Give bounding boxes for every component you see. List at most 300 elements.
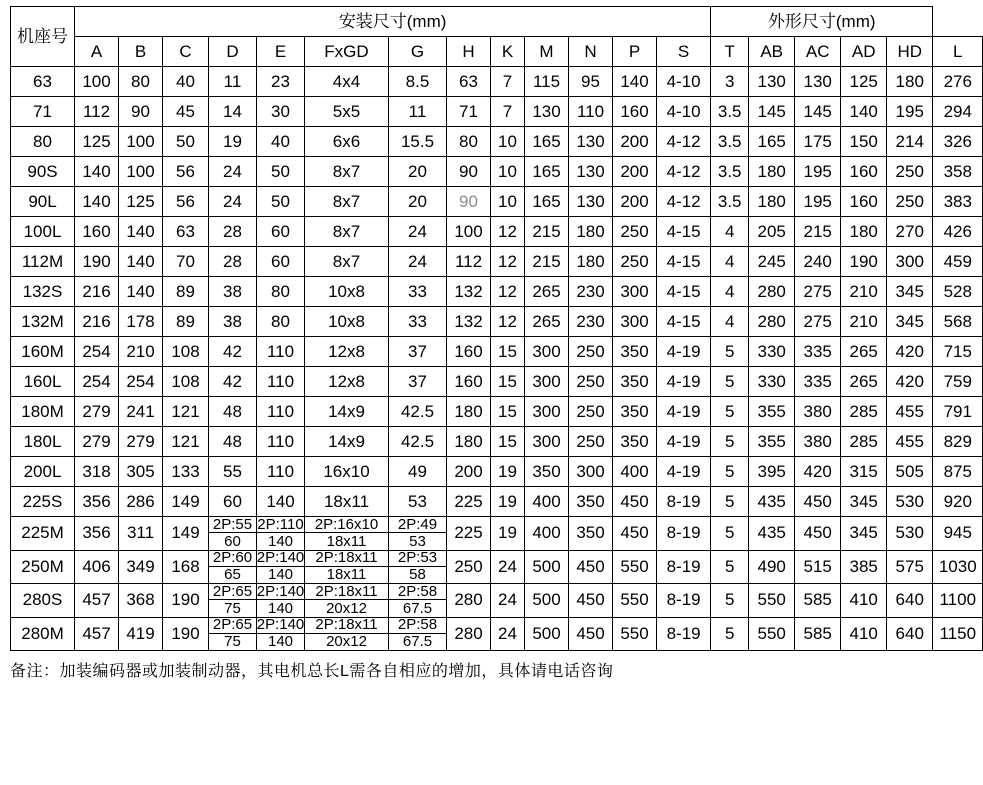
- cell-D: 11: [209, 67, 257, 97]
- cell-L: 920: [933, 487, 983, 517]
- cell-FxGD: 8x7: [305, 187, 389, 217]
- cell-H: 90: [447, 157, 491, 187]
- cell-AB: 550: [749, 584, 795, 618]
- cell-B: 100: [119, 157, 163, 187]
- table-row: [11, 217, 983, 247]
- cell-S: 8-19: [657, 617, 711, 651]
- cell-E: 140: [257, 487, 305, 517]
- cell-A: 356: [75, 487, 119, 517]
- cell-model: 160L: [11, 367, 75, 397]
- cell-S: 4-10: [657, 97, 711, 127]
- cell-AC: 215: [795, 217, 841, 247]
- cell-T: 3.5: [711, 127, 749, 157]
- cell-B: 140: [119, 247, 163, 277]
- cell-FxGD-2pole: 2P:18x11: [305, 584, 388, 600]
- cell-AD: 140: [841, 97, 887, 127]
- cell-HD: 345: [887, 307, 933, 337]
- cell-HD: 345: [887, 277, 933, 307]
- cell-M: 300: [525, 337, 569, 367]
- cell-K: 19: [491, 487, 525, 517]
- cell-H: 280: [447, 584, 491, 618]
- cell-HD: 505: [887, 457, 933, 487]
- cell-S: 4-15: [657, 247, 711, 277]
- cell-L: 715: [933, 337, 983, 367]
- col-N: N: [569, 37, 613, 67]
- cell-AC: 195: [795, 187, 841, 217]
- cell-M: 400: [525, 517, 569, 551]
- cell-C: 121: [163, 397, 209, 427]
- table-row: [11, 247, 983, 277]
- header-model: 机座号: [11, 7, 75, 67]
- cell-AB: 330: [749, 367, 795, 397]
- cell-M: 500: [525, 550, 569, 584]
- cell-D: [209, 550, 257, 584]
- cell-model: 280S: [11, 584, 75, 618]
- cell-S: 8-19: [657, 584, 711, 618]
- cell-K: 12: [491, 217, 525, 247]
- cell-C: 190: [163, 617, 209, 651]
- cell-AB: 330: [749, 337, 795, 367]
- cell-G: 15.5: [389, 127, 447, 157]
- cell-E: [257, 584, 305, 618]
- cell-H: 71: [447, 97, 491, 127]
- cell-model: 160M: [11, 337, 75, 367]
- table-row: [11, 307, 983, 337]
- col-FxGD: FxGD: [305, 37, 389, 67]
- cell-B: 279: [119, 427, 163, 457]
- cell-T: 4: [711, 277, 749, 307]
- cell-AC: 380: [795, 397, 841, 427]
- cell-S: 4-12: [657, 157, 711, 187]
- cell-G-2pole: 2P:53: [389, 551, 446, 567]
- cell-L: 791: [933, 397, 983, 427]
- cell-K: 7: [491, 97, 525, 127]
- cell-N: 180: [569, 247, 613, 277]
- cell-S: 4-12: [657, 127, 711, 157]
- cell-P: 450: [613, 517, 657, 551]
- cell-C: 56: [163, 187, 209, 217]
- cell-C: 149: [163, 487, 209, 517]
- cell-H: 160: [447, 337, 491, 367]
- cell-P: 400: [613, 457, 657, 487]
- cell-E-2pole: 2P:140: [256, 616, 305, 634]
- cell-E: 40: [257, 127, 305, 157]
- cell-FxGD: 14x9: [305, 427, 389, 457]
- cell-AC: 420: [795, 457, 841, 487]
- cell-FxGD: 16x10: [305, 457, 389, 487]
- cell-A: 254: [75, 337, 119, 367]
- cell-H: 225: [447, 487, 491, 517]
- cell-K: 19: [491, 517, 525, 551]
- cell-G: 42.5: [389, 427, 447, 457]
- cell-G: 33: [389, 277, 447, 307]
- col-L: L: [933, 37, 983, 67]
- cell-AD: 190: [841, 247, 887, 277]
- cell-D-other: 65: [224, 566, 241, 583]
- cell-AB: 165: [749, 127, 795, 157]
- cell-B: 305: [119, 457, 163, 487]
- cell-H: 63: [447, 67, 491, 97]
- cell-L: 358: [933, 157, 983, 187]
- col-M: M: [525, 37, 569, 67]
- col-AC: AC: [795, 37, 841, 67]
- cell-G-other: 58: [409, 566, 426, 583]
- cell-G-2pole: 2P:58: [389, 618, 446, 634]
- cell-M: 215: [525, 217, 569, 247]
- cell-N: 250: [569, 427, 613, 457]
- col-C: C: [163, 37, 209, 67]
- cell-S: 4-15: [657, 307, 711, 337]
- cell-P: 550: [613, 584, 657, 618]
- cell-M: 115: [525, 67, 569, 97]
- cell-A: 457: [75, 584, 119, 618]
- cell-M: 215: [525, 247, 569, 277]
- cell-FxGD: 18x11: [305, 487, 389, 517]
- cell-FxGD: 10x8: [305, 277, 389, 307]
- cell-E-2pole: 2P:110: [257, 515, 304, 533]
- cell-A: 190: [75, 247, 119, 277]
- group-header-row: [11, 7, 983, 37]
- cell-FxGD: 8x7: [305, 247, 389, 277]
- cell-AD: 385: [841, 550, 887, 584]
- cell-B: 419: [119, 617, 163, 651]
- cell-AB: 180: [749, 157, 795, 187]
- cell-N: 230: [569, 307, 613, 337]
- cell-E-other: 140: [267, 633, 294, 650]
- col-D: D: [209, 37, 257, 67]
- cell-E: 110: [257, 457, 305, 487]
- cell-M: 165: [525, 127, 569, 157]
- cell-K: 19: [491, 457, 525, 487]
- cell-G: 20: [389, 187, 447, 217]
- cell-model: 225S: [11, 487, 75, 517]
- table-row: [11, 187, 983, 217]
- cell-A: 125: [75, 127, 119, 157]
- cell-L: 326: [933, 127, 983, 157]
- cell-C: 50: [163, 127, 209, 157]
- cell-L: 459: [933, 247, 983, 277]
- cell-M: 265: [525, 277, 569, 307]
- table-head: [11, 7, 983, 67]
- cell-B: 140: [119, 277, 163, 307]
- cell-H: 180: [447, 427, 491, 457]
- footnote: 备注：加装编码器或加装制动器，其电机总长L需各自相应的增加，具体请电话咨询: [10, 663, 614, 680]
- cell-N: 180: [569, 217, 613, 247]
- cell-D: 60: [209, 487, 257, 517]
- cell-A: 279: [75, 427, 119, 457]
- cell-D-2pole: 2P:55: [209, 517, 256, 533]
- cell-C: 133: [163, 457, 209, 487]
- cell-H: 225: [447, 517, 491, 551]
- cell-D: 24: [209, 157, 257, 187]
- cell-A: 216: [75, 277, 119, 307]
- cell-HD: 640: [887, 617, 933, 651]
- cell-T: 4: [711, 307, 749, 337]
- cell-L: 568: [933, 307, 983, 337]
- cell-B: 286: [119, 487, 163, 517]
- cell-S: 4-15: [657, 217, 711, 247]
- cell-D-other: 75: [224, 599, 241, 617]
- cell-AD: 285: [841, 427, 887, 457]
- table-row: [11, 397, 983, 427]
- cell-AD: 180: [841, 217, 887, 247]
- cell-L: 426: [933, 217, 983, 247]
- cell-AD: 210: [841, 277, 887, 307]
- cell-A: 140: [75, 157, 119, 187]
- cell-D: 42: [209, 367, 257, 397]
- cell-C: 168: [163, 550, 209, 584]
- col-E: E: [257, 37, 305, 67]
- cell-HD: 180: [887, 67, 933, 97]
- cell-HD: 575: [887, 550, 933, 584]
- cell-FxGD: 12x8: [305, 337, 389, 367]
- cell-HD: 250: [887, 187, 933, 217]
- cell-C: 108: [163, 367, 209, 397]
- cell-AB: 130: [749, 67, 795, 97]
- cell-D: [209, 584, 257, 618]
- cell-E-other: 140: [267, 599, 294, 617]
- cell-B: 349: [119, 550, 163, 584]
- cell-P: 300: [613, 277, 657, 307]
- cell-FxGD-2pole: 2P:18x11: [305, 618, 388, 634]
- cell-FxGD-2pole: 2P:18x11: [305, 551, 388, 567]
- cell-M: 500: [525, 584, 569, 618]
- cell-E: [257, 550, 305, 584]
- cell-S: 4-19: [657, 457, 711, 487]
- table-body: [11, 67, 983, 651]
- cell-AD: 160: [841, 157, 887, 187]
- cell-D: 42: [209, 337, 257, 367]
- cell-HD: 214: [887, 127, 933, 157]
- cell-G: [389, 584, 447, 618]
- cell-AB: 280: [749, 307, 795, 337]
- cell-K: 12: [491, 277, 525, 307]
- cell-AC: 335: [795, 367, 841, 397]
- cell-P: 550: [613, 550, 657, 584]
- cell-AC: 335: [795, 337, 841, 367]
- cell-model: 90L: [11, 187, 75, 217]
- cell-model: 112M: [11, 247, 75, 277]
- cell-G: 37: [389, 367, 447, 397]
- cell-HD: 640: [887, 584, 933, 618]
- cell-AD: 345: [841, 487, 887, 517]
- cell-N: 110: [569, 97, 613, 127]
- cell-FxGD: 8x7: [305, 157, 389, 187]
- cell-FxGD-other: 20x12: [326, 599, 367, 617]
- cell-FxGD: 6x6: [305, 127, 389, 157]
- cell-C: 190: [163, 584, 209, 618]
- cell-D: 38: [209, 307, 257, 337]
- cell-A: 216: [75, 307, 119, 337]
- cell-AC: 275: [795, 307, 841, 337]
- cell-E: 60: [257, 247, 305, 277]
- cell-L: 294: [933, 97, 983, 127]
- cell-AD: 265: [841, 367, 887, 397]
- cell-AD: 285: [841, 397, 887, 427]
- cell-AB: 550: [749, 617, 795, 651]
- cell-T: 5: [711, 584, 749, 618]
- cell-K: 10: [491, 157, 525, 187]
- cell-model: 90S: [11, 157, 75, 187]
- cell-FxGD: 10x8: [305, 307, 389, 337]
- cell-AD: 210: [841, 307, 887, 337]
- cell-L: 383: [933, 187, 983, 217]
- cell-P: 200: [613, 187, 657, 217]
- header-install-dims: 安装尺寸(mm): [75, 7, 711, 37]
- cell-H: 112: [447, 247, 491, 277]
- cell-E-2pole: 2P:140: [256, 549, 305, 567]
- cell-M: 165: [525, 157, 569, 187]
- cell-B: 311: [119, 517, 163, 551]
- table-row: [11, 367, 983, 397]
- cell-E: 110: [257, 397, 305, 427]
- col-S: S: [657, 37, 711, 67]
- cell-HD: 270: [887, 217, 933, 247]
- cell-D-other: 75: [224, 633, 241, 650]
- cell-T: 5: [711, 427, 749, 457]
- cell-T: 5: [711, 367, 749, 397]
- cell-A: 457: [75, 617, 119, 651]
- cell-K: 10: [491, 187, 525, 217]
- table-row: [11, 427, 983, 457]
- cell-S: 8-19: [657, 487, 711, 517]
- cell-AB: 435: [749, 487, 795, 517]
- table-row: [11, 127, 983, 157]
- cell-L: 945: [933, 517, 983, 551]
- motor-dimensions-table: [10, 6, 983, 651]
- cell-D-2pole: 2P:60: [209, 551, 256, 567]
- cell-S: 4-19: [657, 397, 711, 427]
- cell-AD: 410: [841, 617, 887, 651]
- cell-B: 254: [119, 367, 163, 397]
- cell-P: 550: [613, 617, 657, 651]
- cell-T: 5: [711, 617, 749, 651]
- cell-B: 210: [119, 337, 163, 367]
- cell-E: 110: [257, 367, 305, 397]
- cell-E: 30: [257, 97, 305, 127]
- cell-AC: 145: [795, 97, 841, 127]
- cell-M: 350: [525, 457, 569, 487]
- cell-A: 100: [75, 67, 119, 97]
- col-T: T: [711, 37, 749, 67]
- cell-H: 250: [447, 550, 491, 584]
- cell-AD: 345: [841, 517, 887, 551]
- cell-G: 33: [389, 307, 447, 337]
- cell-C: 89: [163, 307, 209, 337]
- cell-AC: 275: [795, 277, 841, 307]
- col-AD: AD: [841, 37, 887, 67]
- cell-D: [209, 617, 257, 651]
- cell-K: 12: [491, 307, 525, 337]
- cell-AB: 435: [749, 517, 795, 551]
- cell-H: 160: [447, 367, 491, 397]
- cell-M: 165: [525, 187, 569, 217]
- cell-M: 265: [525, 307, 569, 337]
- cell-G-2pole: 2P:49: [389, 517, 446, 533]
- cell-B: 368: [119, 584, 163, 618]
- cell-S: 4-19: [657, 337, 711, 367]
- cell-L: 528: [933, 277, 983, 307]
- cell-H: 132: [447, 307, 491, 337]
- cell-K: 7: [491, 67, 525, 97]
- cell-AC: 585: [795, 617, 841, 651]
- cell-C: 63: [163, 217, 209, 247]
- cell-AD: 410: [841, 584, 887, 618]
- cell-T: 5: [711, 550, 749, 584]
- cell-B: 178: [119, 307, 163, 337]
- col-B: B: [119, 37, 163, 67]
- cell-E: [257, 517, 305, 551]
- cell-H: 280: [447, 617, 491, 651]
- table-row: [11, 617, 983, 651]
- cell-AD: 315: [841, 457, 887, 487]
- cell-FxGD: 5x5: [305, 97, 389, 127]
- cell-T: 3.5: [711, 97, 749, 127]
- cell-M: 300: [525, 367, 569, 397]
- cell-G: 24: [389, 217, 447, 247]
- cell-G: 11: [389, 97, 447, 127]
- cell-P: 350: [613, 397, 657, 427]
- cell-AC: 515: [795, 550, 841, 584]
- cell-T: 3.5: [711, 157, 749, 187]
- cell-model: 100L: [11, 217, 75, 247]
- cell-A: 160: [75, 217, 119, 247]
- table-row: [11, 457, 983, 487]
- cell-A: 406: [75, 550, 119, 584]
- cell-AB: 280: [749, 277, 795, 307]
- cell-D: 48: [209, 397, 257, 427]
- cell-D-other: 60: [224, 532, 241, 550]
- cell-N: 250: [569, 337, 613, 367]
- column-header-row: [11, 37, 983, 67]
- cell-HD: 455: [887, 427, 933, 457]
- cell-N: 130: [569, 127, 613, 157]
- col-P: P: [613, 37, 657, 67]
- cell-AB: 490: [749, 550, 795, 584]
- cell-T: 5: [711, 517, 749, 551]
- cell-N: 250: [569, 397, 613, 427]
- cell-FxGD: 12x8: [305, 367, 389, 397]
- cell-D: 38: [209, 277, 257, 307]
- cell-D: 24: [209, 187, 257, 217]
- cell-T: 4: [711, 247, 749, 277]
- cell-A: 279: [75, 397, 119, 427]
- cell-P: 250: [613, 217, 657, 247]
- cell-FxGD: 8x7: [305, 217, 389, 247]
- cell-E: 50: [257, 157, 305, 187]
- cell-K: 24: [491, 550, 525, 584]
- cell-L: 829: [933, 427, 983, 457]
- table-row: [11, 67, 983, 97]
- cell-N: 230: [569, 277, 613, 307]
- cell-P: 250: [613, 247, 657, 277]
- cell-E: [257, 617, 305, 651]
- col-H: H: [447, 37, 491, 67]
- cell-C: 40: [163, 67, 209, 97]
- cell-E: 110: [257, 337, 305, 367]
- cell-G-2pole: 2P:58: [389, 584, 446, 600]
- cell-HD: 250: [887, 157, 933, 187]
- cell-N: 350: [569, 487, 613, 517]
- cell-AB: 355: [749, 427, 795, 457]
- cell-M: 300: [525, 397, 569, 427]
- cell-AD: 160: [841, 187, 887, 217]
- cell-A: 254: [75, 367, 119, 397]
- cell-A: 140: [75, 187, 119, 217]
- cell-M: 500: [525, 617, 569, 651]
- cell-L: 1030: [933, 550, 983, 584]
- cell-G: 53: [389, 487, 447, 517]
